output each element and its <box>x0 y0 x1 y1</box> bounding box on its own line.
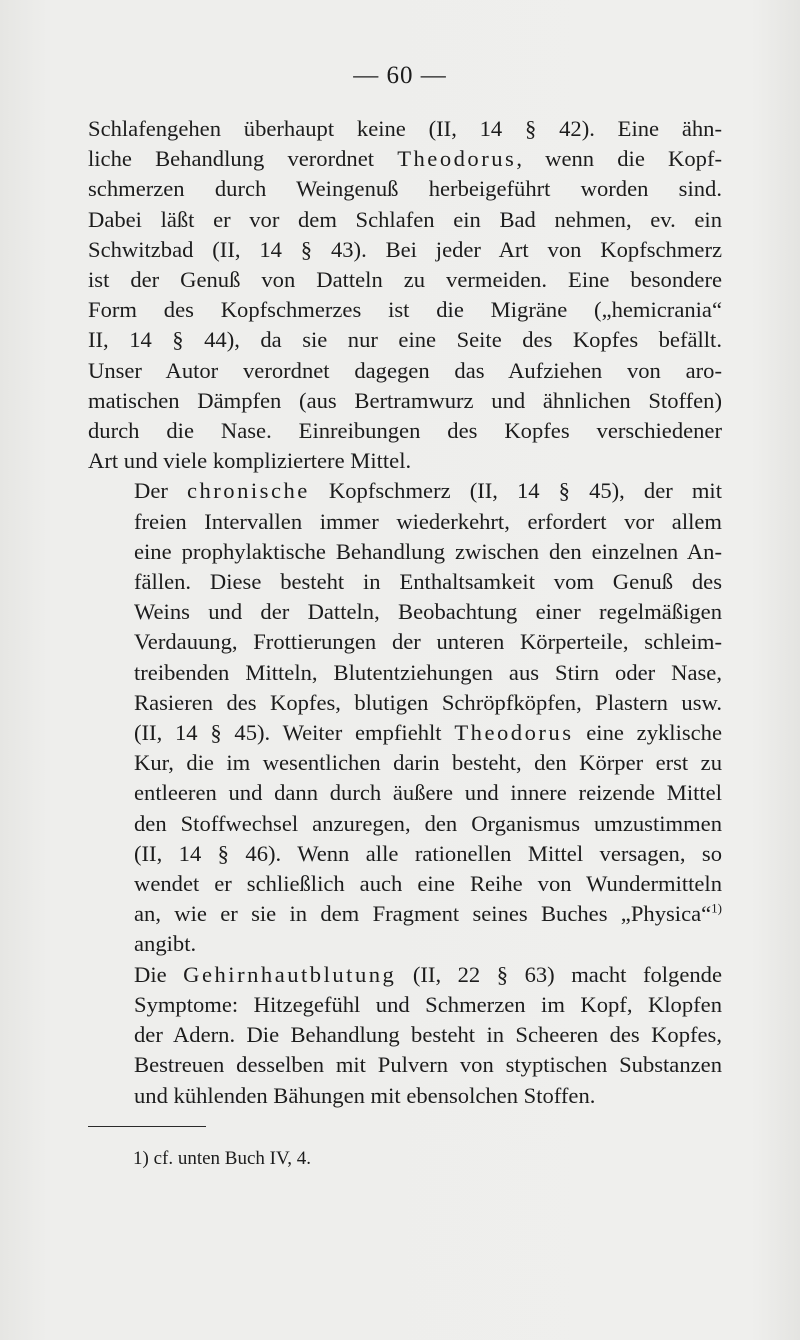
text-line: Verdauung, Frottierungen der unteren Körperteile, schleim- <box>134 629 722 655</box>
footnote-text: cf. unten Buch IV, 4. <box>153 1148 312 1169</box>
text-line: Rasieren des Kopfes, blutigen Schröpfköpfen, Plastern usw. <box>134 689 722 715</box>
text-line: ist der Genuß von Datteln zu vermeiden. Eine besondere <box>88 267 722 293</box>
text-line-with-footnote <box>88 899 722 929</box>
footnote-reference: 1) <box>711 900 722 916</box>
text-line: (II, 14 § 46). Wenn alle rationellen Mittel versagen, so <box>134 840 722 866</box>
text-line: freien Intervallen immer wiederkehrt, erfordert vor allem <box>134 508 722 534</box>
text-line: treibenden Mitteln, Blutentziehungen aus Stirn oder Nase, <box>134 659 722 685</box>
paragraph-1 <box>88 114 722 476</box>
text-line: Bestreuen desselben mit Pulvern von styptischen Substanzen <box>134 1052 722 1078</box>
text-line: matischen Dämpfen (aus Bertramwurz und ähnlichen Stoffen) <box>88 387 722 413</box>
paragraph-3 <box>88 960 722 1111</box>
footnote-marker: 1) <box>133 1148 149 1169</box>
text-line: entleeren und dann durch äußere und innere reizende Mittel <box>134 780 722 806</box>
text-line: der Adern. Die Behandlung besteht in Scheeren des Kopfes, <box>134 1022 722 1048</box>
text-line: den Stoffwechsel anzuregen, den Organismus umzustimmen <box>134 810 722 836</box>
text-line: Art und viele kompliziertere Mittel. <box>88 448 412 474</box>
text-line: und kühlenden Bähungen mit ebensolchen Stoffen. <box>134 1082 596 1108</box>
text-line: Unser Autor verordnet dagegen das Aufziehen von aro- <box>88 357 722 383</box>
paragraph-2 <box>88 476 722 959</box>
footnote <box>133 1147 311 1171</box>
emphasized-word: Gehirnhautblutung <box>183 961 397 987</box>
emphasized-word: chronische <box>186 478 310 504</box>
emphasized-word: Theodorus <box>454 720 574 746</box>
page-number: — 60 — <box>353 62 447 89</box>
text-line: (II, 14 § 45). Weiter empfiehlt Theodorus eine zyklische <box>134 720 723 746</box>
text-line: eine prophylaktische Behandlung zwischen den einzelnen An- <box>134 538 722 564</box>
text-line: liche Behandlung verordnet Theodorus, wenn die Kopf- <box>88 146 722 172</box>
text-line: Form des Kopfschmerzes ist die Migräne („hemicrania“ <box>88 297 722 323</box>
footnote-separator <box>88 1126 206 1127</box>
text-line: Dabei läßt er vor dem Schlafen ein Bad nehmen, ev. ein <box>88 206 722 232</box>
text-line: angibt. <box>134 931 197 957</box>
body-text <box>88 114 722 1111</box>
text-line: Schlafengehen überhaupt keine (II, 14 § 42). Eine ähn- <box>88 116 722 141</box>
text-line: Der chronische Kopfschmerz (II, 14 § 45), der mit <box>134 478 722 504</box>
text-line: durch die Nase. Einreibungen des Kopfes verschiedener <box>88 418 722 444</box>
text-line: Kur, die im wesentlichen darin besteht, den Körper erst zu <box>134 750 722 776</box>
emphasized-word: Theodorus <box>397 146 517 172</box>
text-line: Weins und der Datteln, Beobachtung einer regelmäßigen <box>134 599 722 625</box>
text-line: Symptome: Hitzegefühl und Schmerzen im Kopf, Klopfen <box>134 991 722 1017</box>
text-line: schmerzen durch Weingenuß herbeigeführt worden sind. <box>88 176 722 202</box>
text-line: wendet er schließlich auch eine Reihe von Wundermitteln <box>134 871 722 897</box>
text-line: Die Gehirnhautblutung (II, 22 § 63) macht folgende <box>134 961 722 987</box>
text-line: II, 14 § 44), da sie nur eine Seite des Kopfes befällt. <box>88 327 722 353</box>
text-line: an, wie er sie in dem Fragment seines Buches „Physica“ <box>134 901 712 927</box>
text-line: fällen. Diese besteht in Enthaltsamkeit vom Genuß des <box>134 569 722 595</box>
text-line: Schwitzbad (II, 14 § 43). Bei jeder Art von Kopfschmerz <box>88 236 722 262</box>
